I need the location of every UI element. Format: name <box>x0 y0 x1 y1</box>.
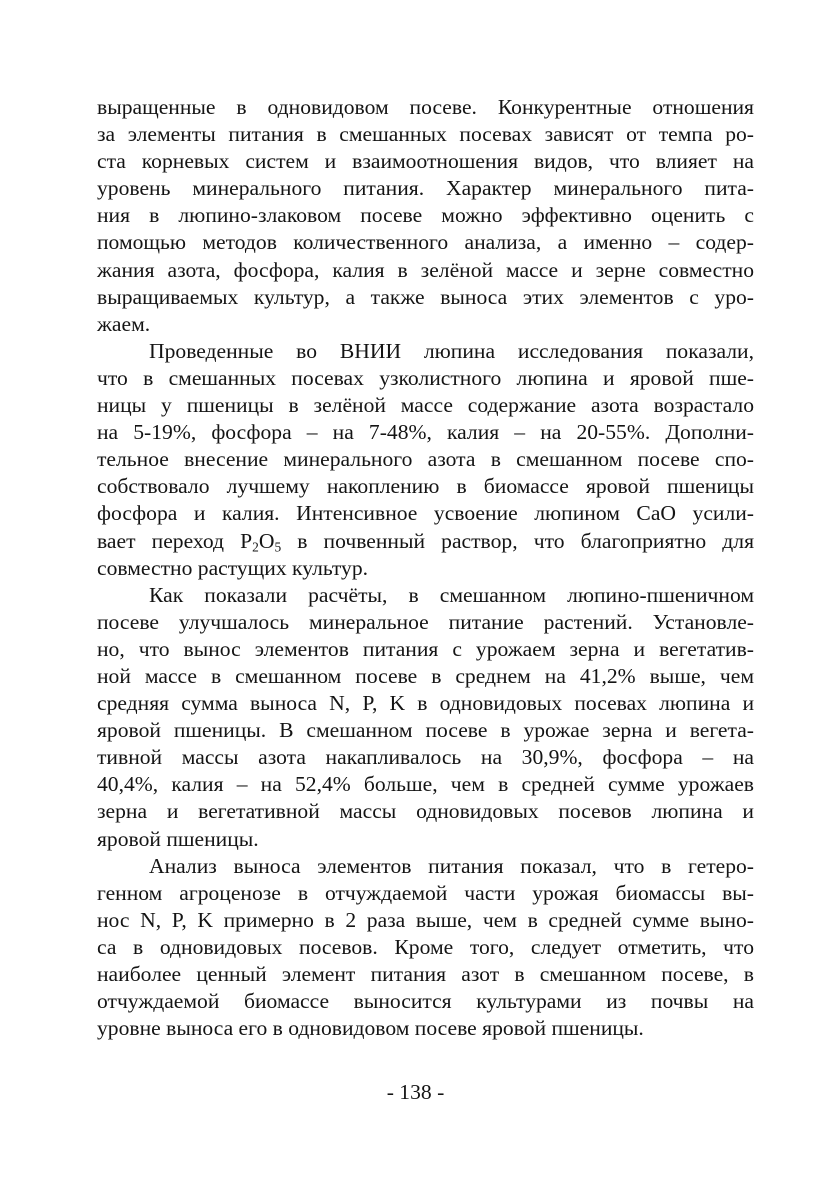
text-line: тивной массы азота накапливалось на 30,9%, фосфора – на <box>97 745 754 770</box>
text-line: отчуждаемой биомассе выносится культурами из почвы на <box>97 989 754 1014</box>
formula-text-after: в почвенный раствор, что благоприятно для <box>281 528 754 553</box>
text-line: ста корневых систем и взаимоотношения видов, что влияет на <box>97 149 754 174</box>
text-line: совместно растущих культур. <box>97 555 369 580</box>
formula-subscript: 2 <box>252 539 259 555</box>
text-line: ния в люпино-злаковом посеве можно эффективно оценить с <box>97 203 754 228</box>
formula-subscript: 5 <box>274 539 282 555</box>
text-line: средняя сумма выноса N, P, K в одновидовых посевах люпина и <box>97 691 754 716</box>
text-line: жания азота, фосфора, калия в зелёной массе и зерне совместно <box>97 257 754 282</box>
text-line: ной массе в смешанном посеве в среднем на 41,2% выше, чем <box>97 663 754 688</box>
text-line: что в смешанных посевах узколистного люпина и яровой пше- <box>97 365 754 390</box>
body-text <box>97 94 754 1042</box>
text-line: яровой пшеницы. В смешанном посеве в урожае зерна и вегета- <box>97 718 754 743</box>
text-line: ницы у пшеницы в зелёной массе содержание азота возрастало <box>97 393 754 418</box>
text-line: наиболее ценный элемент питания азот в смешанном посеве, в <box>97 962 754 986</box>
text-line: уровне выноса его в одновидовом посеве яровой пшеницы. <box>97 1016 644 1041</box>
text-line: са в одновидовых посевов. Кроме того, следует отметить, что <box>97 934 754 959</box>
text-line: выращенные в одновидовом посеве. Конкурентные отношения <box>97 95 754 119</box>
text-line: жаем. <box>97 311 151 336</box>
text-line: на 5-19%, фосфора – на 7-48%, калия – на 20-55%. Дополни- <box>97 420 754 445</box>
text-line: посеве улучшалось минеральное питание растений. Установле- <box>97 609 754 634</box>
text-line: генном агроценозе в отчуждаемой части урожая биомассы вы- <box>97 880 754 905</box>
text-line: 40,4%, калия – на 52,4% больше, чем в средней сумме урожаев <box>97 772 754 797</box>
paragraph-3 <box>97 582 754 853</box>
page-number: - 138 - <box>386 1080 445 1104</box>
text-line: Как показали расчёты, в смешанном люпино-пшеничном <box>149 582 754 607</box>
text-line: Анализ выноса элементов питания показал, что в гетеро- <box>149 853 754 878</box>
paragraph-4 <box>97 853 754 1043</box>
text-line: уровень минерального питания. Характер минерального пита- <box>97 176 754 201</box>
formula-line <box>97 528 754 555</box>
text-line: зерна и вегетативной массы одновидовых посевов люпина и <box>97 799 754 824</box>
text-line: но, что вынос элементов питания с урожаем зерна и вегетатив- <box>97 636 754 661</box>
text-line: Проведенные во ВНИИ люпина исследования показали, <box>149 338 754 363</box>
text-line: помощью методов количественного анализа, а именно – содер- <box>97 230 754 255</box>
text-line: за элементы питания в смешанных посевах зависят от темпа ро- <box>97 122 754 147</box>
paragraph-2 <box>97 338 754 582</box>
paragraph-1 <box>97 94 754 338</box>
text-line: нос N, P, K примерно в 2 раза выше, чем в средней сумме выно- <box>97 907 754 932</box>
formula-text-mid: О <box>258 528 275 553</box>
text-line: тельное внесение минерального азота в смешанном посеве спо- <box>97 447 754 472</box>
text-line: яровой пшеницы. <box>97 826 259 851</box>
text-line: собствовало лучшему накоплению в биомассе яровой пшеницы <box>97 474 754 499</box>
text-line: фосфора и калия. Интенсивное усвоение люпином СаО усили- <box>97 501 754 526</box>
formula-text-before: вает переход Р <box>97 528 253 553</box>
text-line: выращиваемых культур, а также выноса этих элементов с уро- <box>97 284 754 309</box>
